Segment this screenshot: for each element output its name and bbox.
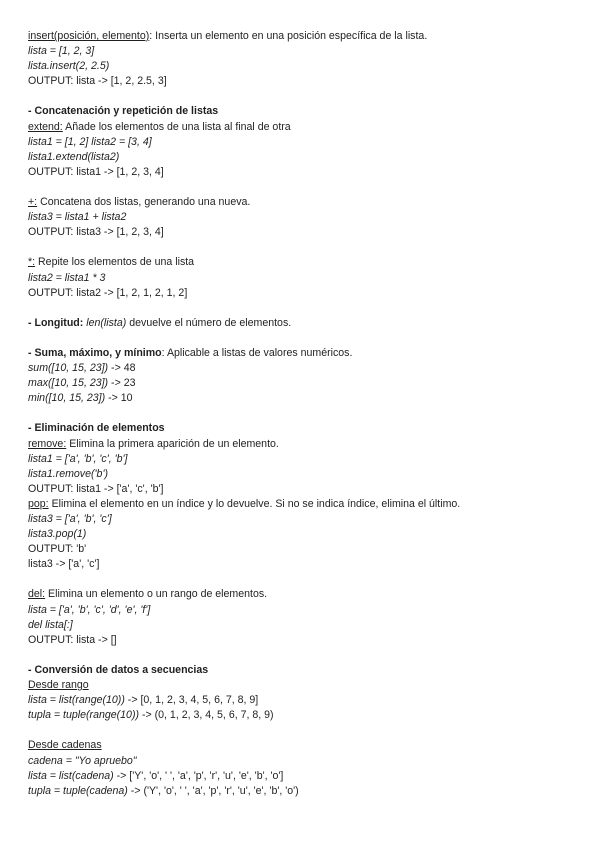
blank-line [28, 331, 588, 346]
line-convert-heading [28, 663, 588, 678]
text-range-tuple-1: -> (0, 1, 2, 3, 4, 5, 6, 7, 8, 9) [139, 709, 274, 722]
blank-line [28, 240, 588, 255]
line-extend-code-1 [28, 135, 588, 150]
line-remove-heading [28, 421, 588, 436]
text-del-output-0: OUTPUT: lista -> [] [28, 633, 117, 646]
line-concat-heading [28, 104, 588, 119]
line-pop-output-2 [28, 557, 588, 572]
text-remove-desc-0: remove: [28, 437, 67, 450]
text-extend-desc-0: extend: [28, 120, 63, 133]
text-concat-heading-0: - Concatenación y repetición de listas [28, 105, 219, 118]
line-string-list [28, 769, 588, 784]
text-length-line-0: - Longitud: [28, 316, 84, 329]
text-string-list-0: lista = list(cadena) [28, 769, 114, 782]
line-length-line [28, 316, 588, 331]
blank-line [28, 301, 588, 316]
text-star-code-0: lista2 = lista1 * 3 [28, 271, 106, 284]
text-insert-code-2-0: lista.insert(2, 2.5) [28, 60, 110, 73]
text-del-desc-0: del: [28, 588, 46, 601]
text-insert-output-0: OUTPUT: lista -> [1, 2, 2.5, 3] [28, 75, 167, 88]
line-insert-code-1 [28, 44, 588, 59]
text-string-var-0: cadena = "Yo apruebo" [28, 754, 137, 767]
text-extend-desc-1: Añade los elementos de una lista al final de otra [62, 120, 291, 133]
line-string-tuple [28, 784, 588, 799]
line-string-subheading [28, 738, 588, 753]
text-remove-code-2-0: lista1.remove('b') [28, 467, 108, 480]
line-del-desc [28, 587, 588, 602]
line-range-subheading [28, 678, 588, 693]
document-page [28, 29, 588, 799]
line-range-tuple [28, 708, 588, 723]
text-range-list-0: lista = list(range(10)) [28, 694, 125, 707]
text-min-line-0: min([10, 15, 23]) [28, 392, 106, 405]
line-insert-code-2 [28, 59, 588, 74]
text-summax-heading-1: : Aplicable a listas de valores numéricos. [161, 346, 353, 359]
text-convert-heading-0: - Conversión de datos a secuencias [28, 663, 209, 676]
text-extend-code-1-0: lista1 = [1, 2] lista2 = [3, 4] [28, 135, 152, 148]
line-star-desc [28, 255, 588, 270]
text-plus-output-0: OUTPUT: lista3 -> [1, 2, 3, 4] [28, 226, 164, 239]
text-remove-output-0: OUTPUT: lista1 -> ['a', 'c', 'b'] [28, 482, 164, 495]
line-pop-code-2 [28, 527, 588, 542]
line-remove-output [28, 482, 588, 497]
line-extend-code-2 [28, 150, 588, 165]
text-summax-heading-0: - Suma, máximo, y mínimo [28, 346, 162, 359]
line-summax-heading [28, 346, 588, 361]
blank-line [28, 406, 588, 421]
text-plus-desc-1: Concatena dos listas, generando una nueva. [37, 196, 251, 209]
text-extend-output-0: OUTPUT: lista1 -> [1, 2, 3, 4] [28, 165, 164, 178]
text-pop-output-1-0: OUTPUT: 'b' [28, 543, 87, 556]
line-star-code [28, 271, 588, 286]
text-pop-code-1-0: lista3 = ['a', 'b', 'c'] [28, 513, 112, 525]
line-del-code-2 [28, 618, 588, 633]
blank-line [28, 648, 588, 663]
text-sum-line-0: sum([10, 15, 23]) [28, 362, 109, 375]
line-star-output [28, 286, 588, 301]
line-del-code-1 [28, 603, 588, 618]
text-pop-desc-0: pop: [28, 497, 49, 510]
blank-line [28, 572, 588, 587]
text-length-line-3: devuelve el número de elementos. [126, 316, 292, 329]
text-pop-output-2-0: lista3 -> ['a', 'c'] [28, 558, 100, 571]
text-insert-desc-0: insert(posición, elemento) [28, 30, 150, 42]
text-plus-desc-0: +: [28, 196, 38, 209]
text-max-line-0: max([10, 15, 23]) [28, 377, 109, 390]
line-string-var [28, 754, 588, 769]
text-sum-line-1: -> 48 [108, 362, 136, 375]
text-min-line-1: -> 10 [105, 392, 133, 405]
blank-line [28, 723, 588, 738]
text-range-subheading-0: Desde rango [28, 679, 89, 692]
line-extend-output [28, 165, 588, 180]
text-del-code-2-0: del lista[:] [28, 618, 73, 631]
text-insert-desc-1: : Inserta un elemento en una posición específica de la lista. [149, 30, 428, 42]
blank-line [28, 89, 588, 104]
text-star-output-0: OUTPUT: lista2 -> [1, 2, 1, 2, 1, 2] [28, 286, 188, 299]
text-star-desc-1: Repite los elementos de una lista [35, 256, 195, 269]
line-insert-output [28, 74, 588, 89]
line-extend-desc [28, 120, 588, 135]
line-remove-code-1 [28, 452, 588, 467]
line-sum-line [28, 361, 588, 376]
line-plus-code [28, 210, 588, 225]
text-pop-code-2-0: lista3.pop(1) [28, 528, 87, 541]
text-del-desc-1: Elimina un elemento o un rango de elementos. [45, 588, 268, 601]
line-pop-desc [28, 497, 588, 512]
line-plus-output [28, 225, 588, 240]
line-plus-desc [28, 195, 588, 210]
blank-line [28, 180, 588, 195]
text-string-subheading-0: Desde cadenas [28, 739, 102, 752]
line-pop-code-1 [28, 512, 588, 527]
line-del-output [28, 633, 588, 648]
text-remove-code-1-0: lista1 = ['a', 'b', 'c', 'b'] [28, 452, 128, 465]
text-pop-desc-1: Elimina el elemento en un índice y lo devuelve. Si no se indica índice, elimina el último. [48, 497, 461, 510]
text-string-tuple-0: tupla = tuple(cadena) [28, 784, 128, 797]
line-pop-output-1 [28, 542, 588, 557]
line-remove-code-2 [28, 467, 588, 482]
line-remove-desc [28, 437, 588, 452]
text-del-code-1-0: lista = ['a', 'b', 'c', 'd', 'e', 'f'] [28, 603, 151, 616]
text-insert-code-1-0: lista = [1, 2, 3] [28, 45, 95, 58]
text-star-desc-0: *: [28, 256, 36, 269]
line-range-list [28, 693, 588, 708]
text-remove-desc-1: Elimina la primera aparición de un elemento. [66, 437, 279, 450]
text-plus-code-0: lista3 = lista1 + lista2 [28, 211, 127, 224]
text-length-line-2: len(lista) [86, 316, 127, 329]
line-insert-desc [28, 29, 588, 44]
line-max-line [28, 376, 588, 391]
text-range-list-1: -> [0, 1, 2, 3, 4, 5, 6, 7, 8, 9] [124, 694, 259, 707]
text-string-list-1: -> ['Y', 'o', ' ', 'a', 'p', 'r', 'u', 'e', 'b', 'o'] [113, 769, 284, 782]
text-string-tuple-1: -> ('Y', 'o', ' ', 'a', 'p', 'r', 'u', 'e', 'b', 'o') [127, 784, 299, 797]
text-range-tuple-0: tupla = tuple(range(10)) [28, 709, 140, 722]
text-remove-heading-0: - Eliminación de elementos [28, 422, 165, 435]
text-max-line-1: -> 23 [108, 377, 136, 390]
line-min-line [28, 391, 588, 406]
text-extend-code-2-0: lista1.extend(lista2) [28, 150, 120, 163]
